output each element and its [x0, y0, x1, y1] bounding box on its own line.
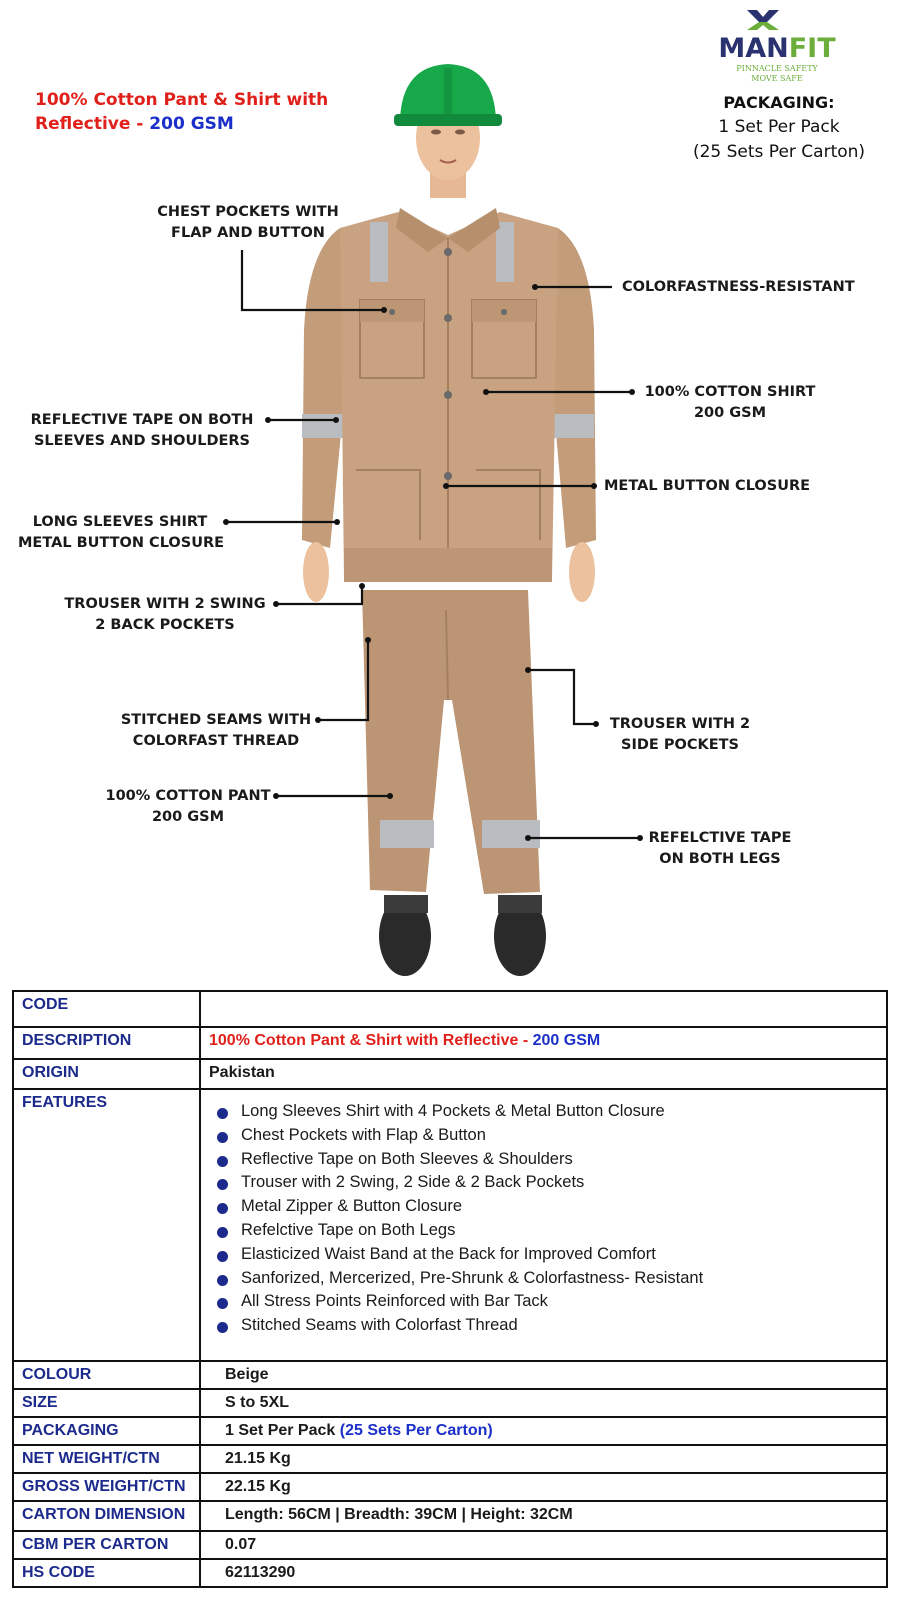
- list-item: Chest Pockets with Flap & Button: [217, 1124, 878, 1148]
- title-line-2: Reflective -: [35, 114, 150, 134]
- table-row: [13, 991, 887, 1027]
- packaging-value-blue: (25 Sets Per Carton): [339, 1422, 493, 1439]
- description-red: 100% Cotton Pant & Shirt with Reflective -: [209, 1032, 533, 1049]
- table-row: [13, 1473, 887, 1501]
- list-item: Reflective Tape on Both Sleeves & Shoulders: [217, 1148, 878, 1172]
- callout-text: 200 GSM: [693, 405, 767, 421]
- table-row: [13, 1361, 887, 1389]
- callout-trouser-swing: [60, 594, 270, 636]
- spec-value-colour: Beige: [200, 1361, 887, 1389]
- packaging-line-2: (25 Sets Per Carton): [692, 142, 866, 162]
- table-row: [13, 1089, 887, 1361]
- table-row: [13, 1445, 887, 1473]
- table-row: [13, 1027, 887, 1059]
- list-item: Long Sleeves Shirt with 4 Pockets & Metal Button Closure: [217, 1100, 878, 1124]
- callout-long-sleeves: [18, 512, 225, 554]
- callout-text: REFELCTIVE TAPE: [648, 830, 792, 846]
- callout-text: ON BOTH LEGS: [659, 851, 781, 867]
- list-item: Stitched Seams with Colorfast Thread: [217, 1314, 878, 1338]
- callout-text: 200 GSM: [151, 809, 225, 825]
- tagline-1: PINNACLE SAFETY: [736, 64, 818, 73]
- spec-label-carton-dimension: CARTON DIMENSION: [13, 1501, 200, 1531]
- callout-chest-pockets: [148, 202, 348, 244]
- table-row: [13, 1559, 887, 1587]
- spec-label-net-weight: NET WEIGHT/CTN: [13, 1445, 200, 1473]
- packaging-line-1: 1 Set Per Pack: [718, 117, 840, 137]
- tagline-2: MOVE SAFE: [751, 74, 803, 83]
- spec-value-net-weight: 21.15 Kg: [200, 1445, 887, 1473]
- spec-value-size: S to 5XL: [200, 1389, 887, 1417]
- title-line-1: 100% Cotton Pant & Shirt with: [35, 90, 329, 110]
- callout-text: METAL BUTTON CLOSURE: [604, 478, 811, 494]
- callout-text: REFLECTIVE TAPE ON BOTH: [30, 412, 254, 428]
- callout-metal-button: [604, 476, 810, 497]
- spec-label-code: CODE: [13, 991, 200, 1027]
- packaging-value: 1 Set Per Pack: [225, 1422, 340, 1439]
- callout-text: SLEEVES AND SHOULDERS: [33, 433, 251, 449]
- list-item: Elasticized Waist Band at the Back for Improved Comfort: [217, 1243, 878, 1267]
- spec-label-cbm: CBM PER CARTON: [13, 1531, 200, 1559]
- callout-text: COLORFASTNESS-RESISTANT: [622, 279, 855, 295]
- callout-text: COLORFAST THREAD: [132, 733, 300, 749]
- spec-value-description: [200, 1027, 887, 1059]
- callout-text: STITCHED SEAMS WITH: [120, 712, 312, 728]
- callout-text: METAL BUTTON CLOSURE: [18, 535, 225, 551]
- list-item: Trouser with 2 Swing, 2 Side & 2 Back Pockets: [217, 1171, 878, 1195]
- spec-label-colour: COLOUR: [13, 1361, 200, 1389]
- list-item: Metal Zipper & Button Closure: [217, 1195, 878, 1219]
- spec-value-cbm: 0.07: [200, 1531, 887, 1559]
- callout-side-pockets: [600, 714, 760, 756]
- callout-cotton-pant: [104, 786, 272, 828]
- callout-text: TROUSER WITH 2: [609, 716, 751, 732]
- spec-value-origin: Pakistan: [200, 1059, 887, 1089]
- callout-text: SIDE POCKETS: [621, 737, 739, 753]
- callout-reflective-sleeves: [22, 410, 262, 452]
- callout-text: 100% COTTON PANT: [105, 788, 271, 804]
- spec-label-description: DESCRIPTION: [13, 1027, 200, 1059]
- table-row: [13, 1531, 887, 1559]
- features-list: [209, 1100, 878, 1338]
- callout-text: TROUSER WITH 2 SWING: [64, 596, 266, 612]
- spec-label-origin: ORIGIN: [13, 1059, 200, 1089]
- specification-table: [12, 990, 888, 1588]
- callout-text: 100% COTTON SHIRT: [644, 384, 816, 400]
- callout-stitched-seams: [118, 710, 314, 752]
- table-row: [13, 1417, 887, 1445]
- callout-text: CHEST POCKETS WITH: [157, 204, 339, 220]
- callout-cotton-shirt: [640, 382, 820, 424]
- spec-label-packaging: PACKAGING: [13, 1417, 200, 1445]
- list-item: All Stress Points Reinforced with Bar Tack: [217, 1290, 878, 1314]
- table-row: [13, 1501, 887, 1531]
- title-gsm: 200 GSM: [149, 114, 234, 134]
- list-item: Sanforized, Mercerized, Pre-Shrunk & Colorfastness- Resistant: [217, 1267, 878, 1291]
- brand-part-1: MAN: [718, 33, 789, 64]
- callout-text: FLAP AND BUTTON: [171, 225, 325, 241]
- description-blue: 200 GSM: [532, 1032, 601, 1049]
- callout-colorfastness: [622, 277, 855, 298]
- spec-label-hs-code: HS CODE: [13, 1559, 200, 1587]
- list-item: Refelctive Tape on Both Legs: [217, 1219, 878, 1243]
- spec-label-size: SIZE: [13, 1389, 200, 1417]
- spec-label-gross-weight: GROSS WEIGHT/CTN: [13, 1473, 200, 1501]
- spec-value-carton-dimension: Length: 56CM | Breadth: 39CM | Height: 32CM: [200, 1501, 887, 1531]
- callout-reflective-legs: [640, 828, 800, 870]
- spec-value-gross-weight: 22.15 Kg: [200, 1473, 887, 1501]
- table-row: [13, 1059, 887, 1089]
- callout-text: 2 BACK POCKETS: [95, 617, 235, 633]
- spec-value-hs-code: 62113290: [200, 1559, 887, 1587]
- brand-part-2: FIT: [788, 33, 836, 64]
- manfit-logo-mark-icon: [745, 8, 781, 32]
- packaging-heading: PACKAGING:: [723, 93, 835, 112]
- spec-label-features: FEATURES: [13, 1089, 200, 1361]
- table-row: [13, 1389, 887, 1417]
- spec-value-code: [200, 991, 887, 1027]
- spec-value-features: [200, 1089, 887, 1361]
- callout-text: LONG SLEEVES SHIRT: [32, 514, 208, 530]
- spec-value-packaging: [200, 1417, 887, 1445]
